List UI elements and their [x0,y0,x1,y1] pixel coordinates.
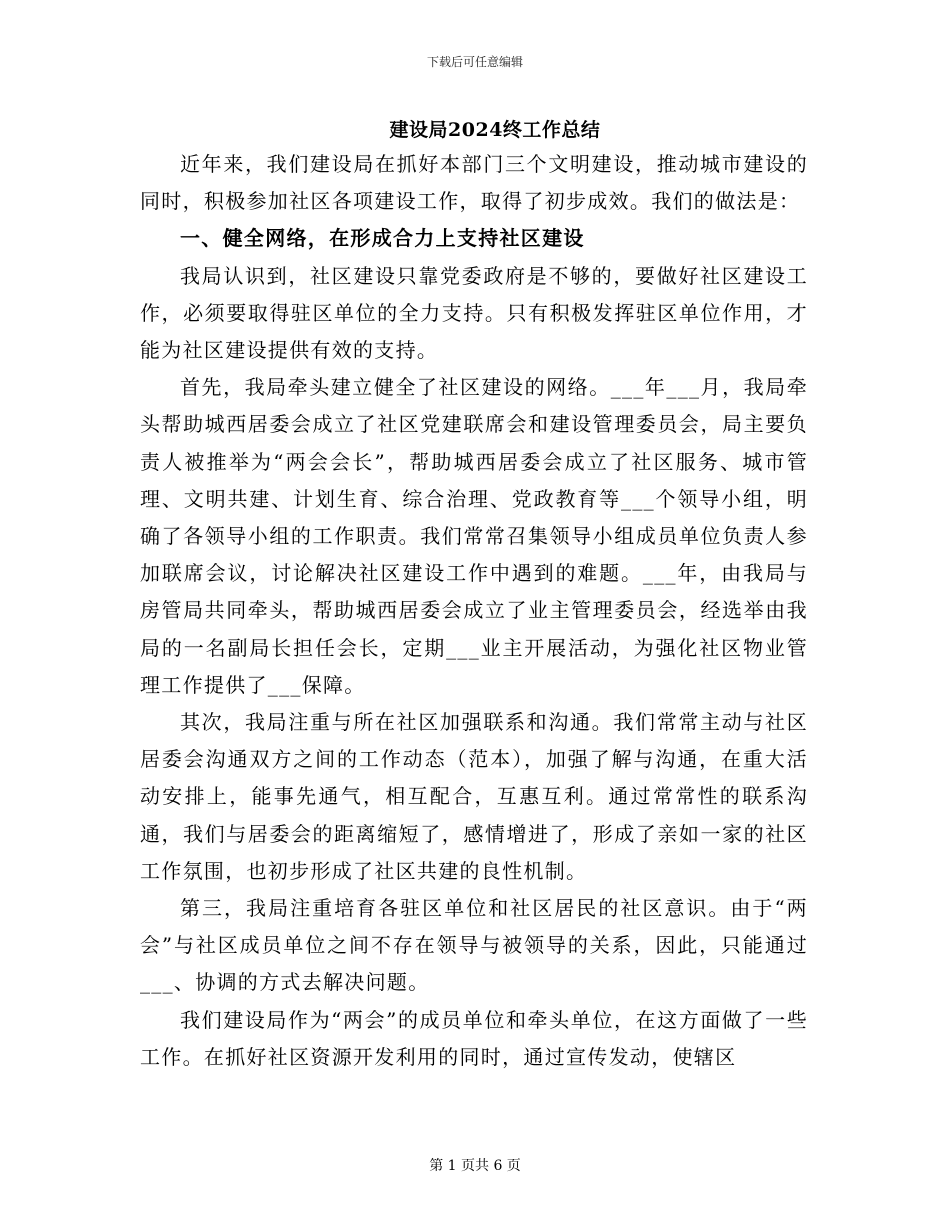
header-note: 下载后可任意编辑 [426,55,523,69]
document-title: 建设局2024终工作总结 [389,119,601,141]
section-heading-1: 一、健全网络，在形成合力上支持社区建设 [180,226,585,251]
paragraph-1: 我局认识到，社区建设只靠党委政府是不够的，要做好社区建设工作，必须要取得驻区单位的全力支持。只有积极发挥驻区单位作用，才能为社区建设提供有效的支持。 [140,263,808,363]
paragraph-5: 我们建设局作为“两会”的成员单位和牵头单位，在这方面做了一些工作。在抓好社区资源开发利用的同时，通过宣传发动，使辖区 [140,1007,808,1069]
page-number: 第 1 页共 6 页 [429,1158,521,1174]
paragraph-3: 其次，我局注重与所在社区加强联系和沟通。我们常常主动与社区居委会沟通双方之间的工作动态（范本），加强了解与沟通，在重大活动安排上，能事先通气，相互配合，互惠互利。通过常常性的联系沟通，我们与居委会的距离缩短了，感情增进了，形成了亲如一家的社区工作氛围，也初步形成了社区共建的良性机制。 [140,710,808,883]
paragraph-4: 第三，我局注重培育各驻区单位和社区居民的社区意识。由于“两会”与社区成员单位之间不存在领导与被领导的关系，因此，只能通过___、协调的方式去解决问题。 [140,896,808,995]
document-body [140,146,808,1076]
paragraph-intro: 近年来，我们建设局在抓好本部门三个文明建设，推动城市建设的同时，积极参加社区各项建设工作，取得了初步成效。我们的做法是： [140,152,808,214]
paragraph-2: 首先，我局牵头建立健全了社区建设的网络。___年___月，我局牵头帮助城西居委会成立了社区党建联席会和建设管理委员会，局主要负责人被推举为“两会会长”，帮助城西居委会成立了社区服务、城市管理、文明共建、计划生育、综合治理、党政教育等___个领导小组，明确了各领导小组的工作职责。我们常常召集领导小组成员单位负责人参加联席会议，讨论解决社区建设工作中遇到的难题。___年，由我局与房管局共同牵头，帮助城西居委会成立了业主管理委员会，经选举由我局的一名副局长担任会长，定期___业主开展活动，为强化社区物业管理工作提供了___保障。 [140,375,808,697]
